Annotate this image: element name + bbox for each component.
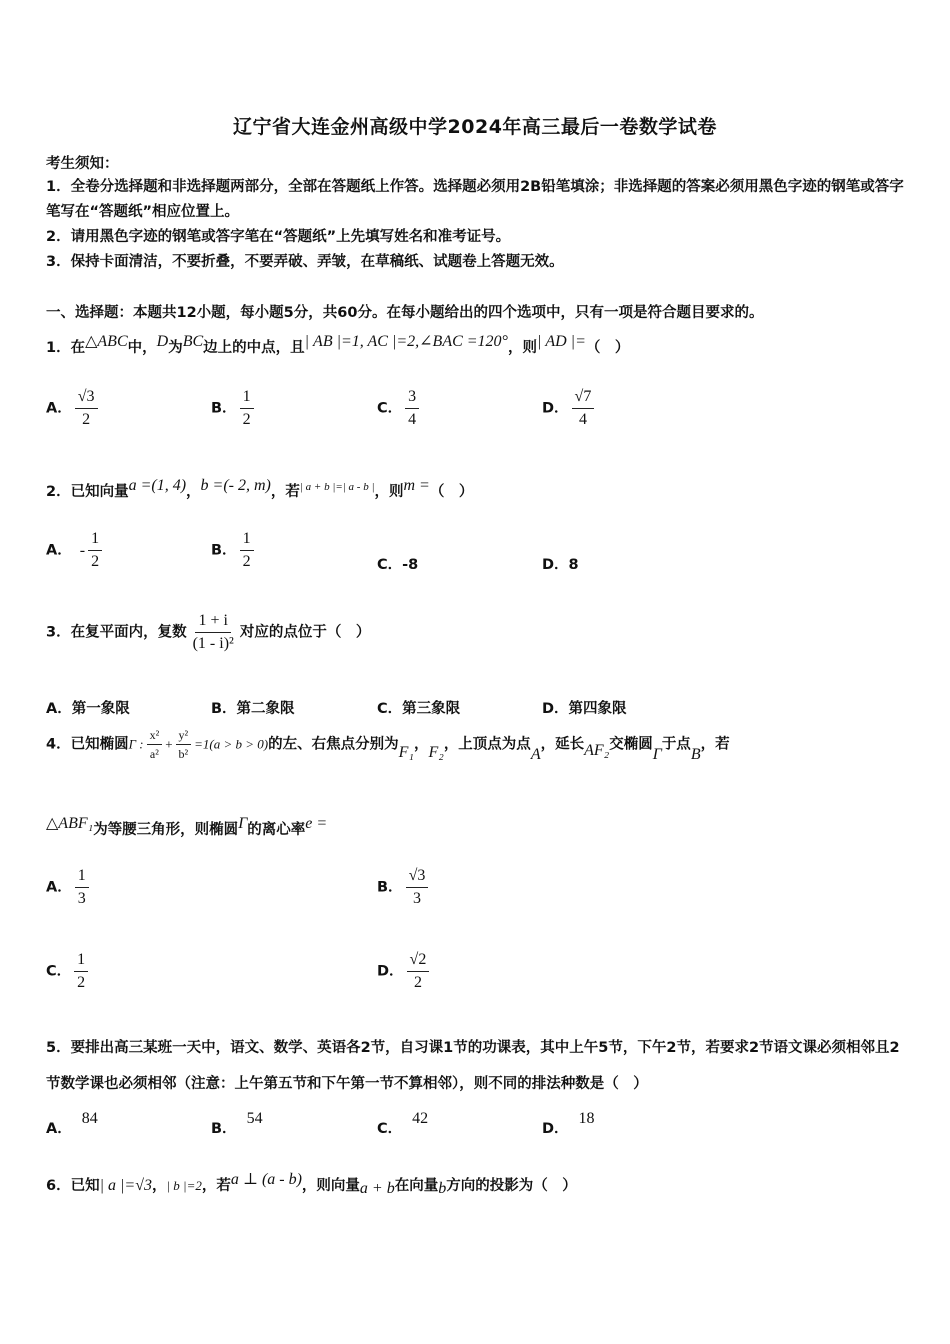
q4-option-d[interactable] [377,951,432,992]
q3-option-d[interactable]: D．第四象限 [542,701,627,717]
q2-math: a =(1, 4) [128,477,187,494]
option-label: B． [211,1121,237,1137]
option-label: D． [542,400,569,417]
denominator: 2 [82,411,91,428]
q4-math: Γ [238,815,248,832]
q2-text: ，则 [374,484,404,500]
option-label: D． [377,963,404,980]
q1-text: 1．在 [46,340,86,356]
q4-math: F₁ [398,743,414,761]
q4-option-a[interactable] [46,867,92,908]
option-value: 42 [412,1110,429,1127]
question-4 [46,728,730,761]
fraction [405,388,419,429]
plus-sign: + [165,736,173,752]
numerator: 1 [240,530,254,551]
numerator: y² [176,728,192,745]
denominator: 2 [91,553,100,570]
q4-math: △ABF₁ [46,815,94,832]
q2-option-b[interactable] [211,530,257,571]
option-value: 18 [578,1110,595,1127]
option-label: D． [542,1121,569,1137]
q4-text: 的左、右焦点分别为 [268,736,399,753]
numerator: √3 [406,867,429,888]
option-label: A． [46,542,72,559]
q4-math: B [690,745,701,763]
option-value: 84 [81,1110,98,1127]
numerator: √2 [407,951,430,972]
option-label: D． [542,557,569,573]
q4-text: ，若 [700,736,730,753]
numerator: x² [147,728,163,745]
q4-text: 为等腰三角形，则椭圆 [93,822,239,838]
q5-option-a[interactable] [46,1110,98,1138]
option-label: C． [377,557,403,573]
q6-text: ，若 [201,1178,231,1194]
q1-option-c[interactable] [377,388,422,429]
q2-text: （ ） [429,484,474,500]
question-1 [46,333,630,357]
q2-text: ， [186,484,201,500]
fraction [75,867,89,908]
q5-option-c[interactable] [377,1110,429,1138]
fraction [147,728,163,761]
q1-text: （ ） [585,340,630,356]
q2-text: ，若 [270,484,300,500]
q1-text: 为 [168,340,183,356]
q3-option-b[interactable]: B．第二象限 [211,701,295,717]
q4-text: ， [413,736,429,753]
q6-text: ，则向量 [301,1178,360,1194]
section-heading: 一、选择题：本题共12小题，每小题5分，共60分。在每小题给出的四个选项中，只有一项是符合题目要求的。 [46,305,764,321]
q6-math: b [438,1180,447,1197]
q2-option-d[interactable] [542,553,579,574]
question-3 [46,612,370,653]
q2-text: 2．已知向量 [46,484,129,500]
notice-item-2: 2．请用黑色字迹的钢笔或答字笔在“答题纸”上先填写姓名和准考证号。 [46,229,511,245]
q4-math: AF₂ [584,741,610,759]
fraction [74,951,88,992]
denominator: 3 [412,890,421,907]
q1-option-a[interactable] [46,388,101,429]
notice-item-1: 1．全卷分选择题和非选择题两部分，全部在答题纸上作答。选择题必须用2B铅笔填涂；非选择题的答案必须用黑色字迹的钢笔或答字笔写在“答题纸”相应位置上。 [46,179,904,220]
q6-text: 在向量 [394,1178,439,1194]
q3-text: 3．在复平面内，复数 [46,624,187,641]
option-label: A． [46,400,72,417]
q4-text: 交椭圆 [609,736,653,753]
option-label: B． [211,400,237,417]
q6-math: | a |=√3 [99,1177,152,1194]
q4-math: A [530,745,541,763]
q6-math: a + b [359,1180,395,1197]
denominator: (1 - i)² [192,635,234,652]
option-value: 8 [568,557,579,573]
q6-text: ， [151,1178,167,1194]
numerator: 1 [88,530,102,551]
denominator: 2 [413,974,422,991]
fraction [176,728,192,761]
denominator: a² [149,747,159,761]
q3-text: 对应的点位于（ ） [239,624,371,641]
denominator: 2 [242,553,251,570]
q4-math: Γ [652,745,662,763]
fraction [190,612,237,653]
q4-option-c[interactable] [46,951,91,992]
numerator: 1 [74,951,88,972]
numerator: 1 [75,867,89,888]
fraction [88,530,102,571]
option-label: C． [377,400,403,417]
q5-option-b[interactable] [211,1110,263,1138]
q5-option-d[interactable] [542,1110,595,1138]
fraction [407,951,430,992]
q1-text: 边上的中点，且 [203,340,305,356]
q4-math: F₂ [428,743,444,761]
denominator: 2 [77,974,86,991]
q4-option-b[interactable] [377,867,431,908]
q1-option-d[interactable] [542,388,597,429]
q4-text: 4．已知椭圆 [46,736,129,753]
q2-math: b =(- 2, m) [200,477,271,494]
q6-text: 6．已知 [46,1178,100,1194]
q1-option-b[interactable] [211,388,257,429]
q2-option-a[interactable] [46,530,105,571]
q1-math: D [156,333,169,350]
option-value: 54 [246,1110,263,1127]
numerator: 3 [405,388,419,409]
denominator: 3 [77,890,86,907]
exam-title: 辽宁省大连金州高级中学2024年高三最后一卷数学试卷 [233,116,717,138]
q4-math: =1(a > b > 0) [194,736,269,752]
q4-text: 于点 [661,736,691,753]
fraction [240,388,254,429]
fraction [240,530,254,571]
question-4-line-2 [46,815,328,839]
q3-option-c[interactable]: C．第三象限 [377,701,461,717]
fraction [406,867,429,908]
denominator: 4 [408,411,417,428]
question-2 [46,477,474,501]
numerator: √3 [75,388,98,409]
q4-text: 的离心率 [247,822,306,838]
q1-text: 中， [127,340,157,356]
option-label: C． [377,1121,403,1137]
numerator: 1 [240,388,254,409]
q4-math: e = [305,815,328,832]
fraction [572,388,595,429]
q4-math: Γ : [128,736,144,752]
option-label: B． [211,542,237,559]
q6-text: 方向的投影为（ ） [446,1178,577,1194]
fraction [75,388,98,429]
q1-math: △ABC [85,333,128,350]
minus-sign: - [79,541,86,559]
option-value: -8 [402,557,419,573]
denominator: 4 [578,411,587,428]
q1-math: BC [182,333,204,350]
q6-math: | b |=2 [166,1178,202,1193]
question-5: 5．要排出高三某班一天中，语文、数学、英语各2节，自习课1节的功课表，其中上午5节，下午2节，若要求2节语文课必须相邻且2节数学课也必须相邻（注意：上午第五节和下午第一节不算相邻），则不同的排法种数是（ ） [46,1040,900,1092]
option-label: A． [46,879,72,896]
notice-heading: 考生须知： [46,156,119,172]
notice-item-3: 3．保持卡面清洁，不要折叠，不要弄破、弄皱，在草稿纸、试题卷上答题无效。 [46,254,564,270]
option-label: C． [46,963,72,980]
q4-text: ，上顶点为点 [443,736,531,753]
q6-math: a ⊥ (a - b) [230,1171,302,1188]
question-6 [46,1171,577,1197]
q1-math: | AD |= [536,333,586,350]
option-label: B． [377,879,403,896]
q3-option-a[interactable]: A．第一象限 [46,701,130,717]
q4-text: ，延长 [540,736,585,753]
q1-math: | AB |=1, AC |=2,∠BAC =120° [304,333,508,350]
q1-text: ，则 [507,340,537,356]
denominator: b² [178,747,189,761]
numerator: 1 + i [195,612,230,633]
q2-math: m = [403,477,430,494]
option-label: A． [46,1121,72,1137]
q2-math: | a + b |=| a - b | [299,481,375,493]
denominator: 2 [242,411,251,428]
numerator: √7 [572,388,595,409]
q2-option-c[interactable] [377,553,418,574]
